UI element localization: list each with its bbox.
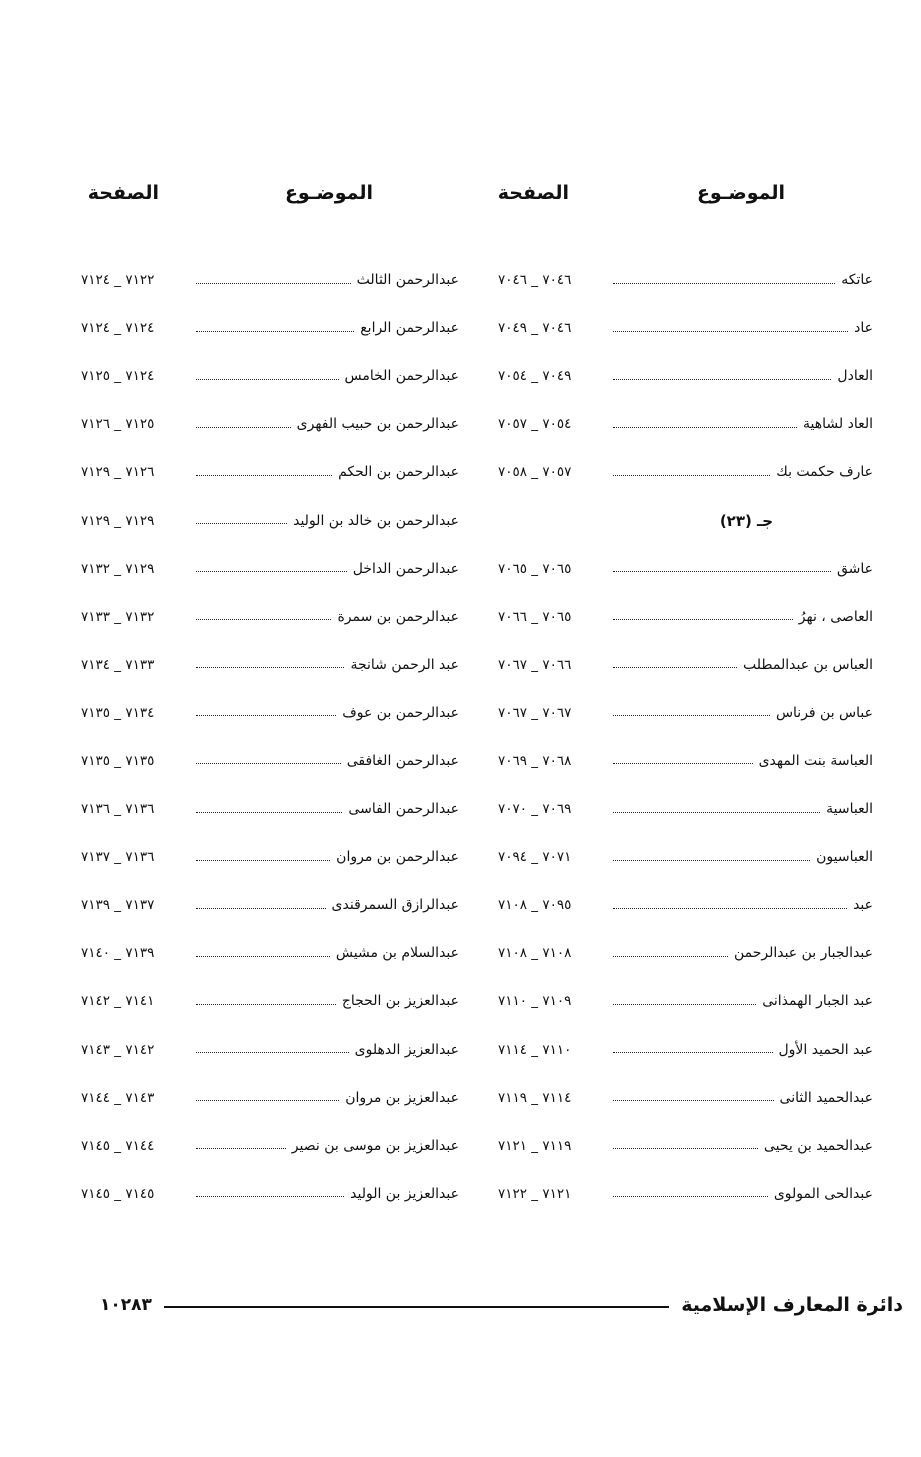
page-number: ١٠٢٨٣ <box>100 1295 152 1315</box>
entry-title: عبدالحميد بن يحيى <box>763 1137 873 1154</box>
dot-leader <box>196 283 351 284</box>
right-index-column <box>498 256 873 1218</box>
index-entry <box>498 352 873 400</box>
entry-title: عبد <box>853 897 873 914</box>
entry-title: عبدالرحمن بن خالد بن الوليد <box>293 512 459 529</box>
dot-leader <box>196 523 287 524</box>
entry-pages: ٧١٢٤ _ ٧١٢٤ <box>81 320 155 337</box>
entry-title: العادل <box>837 368 873 385</box>
index-entry <box>81 833 459 881</box>
index-entry <box>81 689 459 737</box>
entry-title: عبدالحى المولوى <box>773 1185 873 1202</box>
dot-leader <box>196 1100 339 1101</box>
entry-pages: ٧٠٩٥ _ ٧١٠٨ <box>498 897 572 914</box>
entry-title: عبدالرازق السمرقندى <box>331 897 459 914</box>
entry-pages: ٧٠٦٧ _ ٧٠٦٧ <box>498 704 572 721</box>
dot-leader <box>613 763 753 764</box>
entry-pages: ٧١٤٤ _ ٧١٤٥ <box>81 1137 155 1154</box>
entry-pages: ٧١٣٣ _ ٧١٣٤ <box>81 656 155 673</box>
index-entry <box>81 352 459 400</box>
entry-title: العاصى ، نهرُ <box>798 608 873 625</box>
entry-title: عاتكه <box>841 272 873 289</box>
entry-title: عاشق <box>836 560 873 577</box>
entry-pages: ٧١٣٩ _ ٧١٤٠ <box>81 945 155 962</box>
entry-pages: ٧١٣٥ _ ٧١٣٥ <box>81 752 155 769</box>
entry-pages: ٧٠٦٥ _ ٧٠٦٦ <box>498 608 572 625</box>
dot-leader <box>196 908 326 909</box>
entry-pages: ٧١٣٢ _ ٧١٣٣ <box>81 608 155 625</box>
entry-pages: ٧١٣٧ _ ٧١٣٩ <box>81 897 155 914</box>
index-entry <box>498 929 873 977</box>
entry-title: عبدالرحمن بن مروان <box>336 849 459 866</box>
dot-leader <box>196 619 331 620</box>
index-entry <box>81 641 459 689</box>
dot-leader <box>613 571 831 572</box>
dot-leader <box>196 812 342 813</box>
dot-leader <box>613 1004 756 1005</box>
entry-title: عبدالعزيز الدهلوى <box>354 1041 459 1058</box>
entry-title: عبدالرحمن الفاسى <box>348 801 459 818</box>
index-entry <box>498 304 873 352</box>
dot-leader <box>613 715 770 716</box>
entry-pages: ٧١٠٨ _ ٧١٠٨ <box>498 945 572 962</box>
index-entry <box>498 785 873 833</box>
dot-leader <box>196 667 344 668</box>
entry-pages: ٧١٠٩ _ ٧١١٠ <box>498 993 572 1010</box>
entry-pages: ٧١١٤ _ ٧١١٩ <box>498 1089 572 1106</box>
left-topic-header: الموضـوع <box>284 182 373 204</box>
dot-leader <box>196 1004 336 1005</box>
entry-pages: ٧١٣٦ _ ٧١٣٦ <box>81 801 155 818</box>
entry-pages: ٧٠٦٦ _ ٧٠٦٧ <box>498 656 572 673</box>
index-entry <box>81 256 459 304</box>
entry-title: عبدالجبار بن عبدالرحمن <box>733 945 873 962</box>
dot-leader <box>196 956 330 957</box>
dot-leader <box>613 956 728 957</box>
entry-pages: ٧٠٥٧ _ ٧٠٥٨ <box>498 464 572 481</box>
index-entry <box>498 545 873 593</box>
index-entry <box>81 929 459 977</box>
dot-leader <box>196 860 330 861</box>
index-entry <box>81 496 459 544</box>
entry-pages: ٧٠٧١ _ ٧٠٩٤ <box>498 849 572 866</box>
entry-pages: ٧١٢٩ _ ٧١٢٩ <box>81 512 155 529</box>
index-entry <box>81 1122 459 1170</box>
footer-rule <box>164 1306 669 1308</box>
index-entry <box>498 448 873 496</box>
entry-title: العباس بن عبدالمطلب <box>743 656 873 673</box>
entry-title: عبدالرحمن الغافقى <box>346 752 459 769</box>
entry-title: عبدالرحمن الداخل <box>352 560 459 577</box>
entry-title: العاد لشاهية <box>803 416 873 433</box>
entry-pages: ٧١٤٢ _ ٧١٤٣ <box>81 1041 155 1058</box>
dot-leader <box>613 331 848 332</box>
index-entry <box>498 689 873 737</box>
entry-pages: ٧١٢١ _ ٧١٢٢ <box>498 1185 572 1202</box>
index-entry <box>498 1026 873 1074</box>
section-heading: جـ (٢٣) <box>719 511 773 530</box>
dot-leader <box>613 475 770 476</box>
index-entry <box>81 785 459 833</box>
entry-title: عبدالرحمن بن حبيب الفهرى <box>296 416 459 433</box>
entry-title: عبدالعزيز بن الوليد <box>350 1185 459 1202</box>
entry-title: عبدالعزيز بن مروان <box>345 1089 459 1106</box>
entry-title: عبدالرحمن الثالث <box>356 272 459 289</box>
entry-pages: ٧١٤٥ _ ٧١٤٥ <box>81 1185 155 1202</box>
dot-leader <box>613 379 831 380</box>
left-index-column <box>81 256 459 1218</box>
dot-leader <box>613 1196 768 1197</box>
entry-pages: ٧٠٤٦ _ ٧٠٤٩ <box>498 320 572 337</box>
index-entry <box>498 833 873 881</box>
dot-leader <box>613 1052 773 1053</box>
dot-leader <box>196 763 341 764</box>
index-entry <box>498 641 873 689</box>
footer-title: دائرة المعارف الإسلامية <box>681 1294 903 1316</box>
entry-title: عبدالعزيز بن موسى بن نصير <box>291 1137 459 1154</box>
dot-leader <box>196 1196 344 1197</box>
dot-leader <box>196 379 339 380</box>
index-entry <box>81 400 459 448</box>
dot-leader <box>613 283 835 284</box>
index-entry <box>498 1170 873 1218</box>
entry-pages: ٧١٢٥ _ ٧١٢٦ <box>81 416 155 433</box>
index-entry <box>498 737 873 785</box>
entry-title: العباسيون <box>816 849 873 866</box>
index-entry <box>81 977 459 1025</box>
dot-leader <box>613 860 810 861</box>
entry-title: عبدالرحمن الرابع <box>360 320 459 337</box>
index-entry <box>81 593 459 641</box>
index-entry <box>498 593 873 641</box>
dot-leader <box>196 1148 286 1149</box>
entry-title: عبدالعزيز بن الحجاج <box>341 993 459 1010</box>
left-page-header: الصفحة <box>87 182 159 204</box>
dot-leader <box>613 812 820 813</box>
dot-leader <box>613 619 793 620</box>
entry-title: عبد الرحمن شانجة <box>350 656 459 673</box>
index-entry <box>81 304 459 352</box>
entry-pages: ٧٠٤٩ _ ٧٠٥٤ <box>498 368 572 385</box>
dot-leader <box>196 715 336 716</box>
entry-pages: ٧٠٤٦ _ ٧٠٤٦ <box>498 272 572 289</box>
entry-pages: ٧٠٥٤ _ ٧٠٥٧ <box>498 416 572 433</box>
index-entry <box>498 977 873 1025</box>
entry-pages: ٧٠٦٥ _ ٧٠٦٥ <box>498 560 572 577</box>
dot-leader <box>613 427 797 428</box>
entry-pages: ٧١٢٦ _ ٧١٢٩ <box>81 464 155 481</box>
entry-title: عبدالرحمن بن عوف <box>342 704 459 721</box>
entry-pages: ٧١١٠ _ ٧١١٤ <box>498 1041 572 1058</box>
index-entry <box>81 1170 459 1218</box>
dot-leader <box>196 475 332 476</box>
dot-leader <box>196 427 291 428</box>
entry-pages: ٧١٤١ _ ٧١٤٢ <box>81 993 155 1010</box>
entry-pages: ٧٠٦٨ _ ٧٠٦٩ <box>498 752 572 769</box>
entry-title: عبدالسلام بن مشيش <box>335 945 459 962</box>
dot-leader <box>196 1052 349 1053</box>
entry-title: عبد الجبار الهمذانى <box>762 993 873 1010</box>
index-entry <box>498 256 873 304</box>
index-entry <box>498 1074 873 1122</box>
entry-pages: ٧١٢٩ _ ٧١٣٢ <box>81 560 155 577</box>
right-topic-header: الموضـوع <box>696 182 785 204</box>
entry-title: عباس بن فرناس <box>775 704 873 721</box>
dot-leader <box>196 571 347 572</box>
entry-title: العباسة بنت المهدى <box>758 752 873 769</box>
entry-pages: ٧١٢٢ _ ٧١٢٤ <box>81 272 155 289</box>
dot-leader <box>613 667 737 668</box>
entry-title: عارف حكمت بك <box>776 464 873 481</box>
index-entry <box>81 545 459 593</box>
index-entry <box>81 881 459 929</box>
entry-pages: ٧١٣٦ _ ٧١٣٧ <box>81 849 155 866</box>
index-entry <box>498 1122 873 1170</box>
entry-title: عبد الحميد الأول <box>778 1041 873 1058</box>
dot-leader <box>613 1148 758 1149</box>
entry-title: عبدالرحمن الخامس <box>344 368 459 385</box>
entry-title: العباسية <box>826 801 873 818</box>
index-entry <box>498 400 873 448</box>
right-page-header: الصفحة <box>497 182 569 204</box>
index-entry <box>81 1026 459 1074</box>
entry-pages: ٧٠٦٩ _ ٧٠٧٠ <box>498 801 572 818</box>
dot-leader <box>613 1100 774 1101</box>
entry-title: عاد <box>854 320 873 337</box>
entry-pages: ٧١٤٣ _ ٧١٤٤ <box>81 1089 155 1106</box>
entry-title: عبدالحميد الثانى <box>779 1089 873 1106</box>
entry-pages: ٧١٣٤ _ ٧١٣٥ <box>81 704 155 721</box>
index-entry <box>81 448 459 496</box>
entry-title: عبدالرحمن بن الحكم <box>338 464 459 481</box>
dot-leader <box>196 331 354 332</box>
entry-title: عبدالرحمن بن سمرة <box>337 608 459 625</box>
page-footer <box>100 1290 903 1320</box>
entry-pages: ٧١٢٤ _ ٧١٢٥ <box>81 368 155 385</box>
index-entry <box>81 737 459 785</box>
index-entry <box>498 881 873 929</box>
dot-leader <box>613 908 847 909</box>
index-entry <box>81 1074 459 1122</box>
entry-pages: ٧١١٩ _ ٧١٢١ <box>498 1137 572 1154</box>
